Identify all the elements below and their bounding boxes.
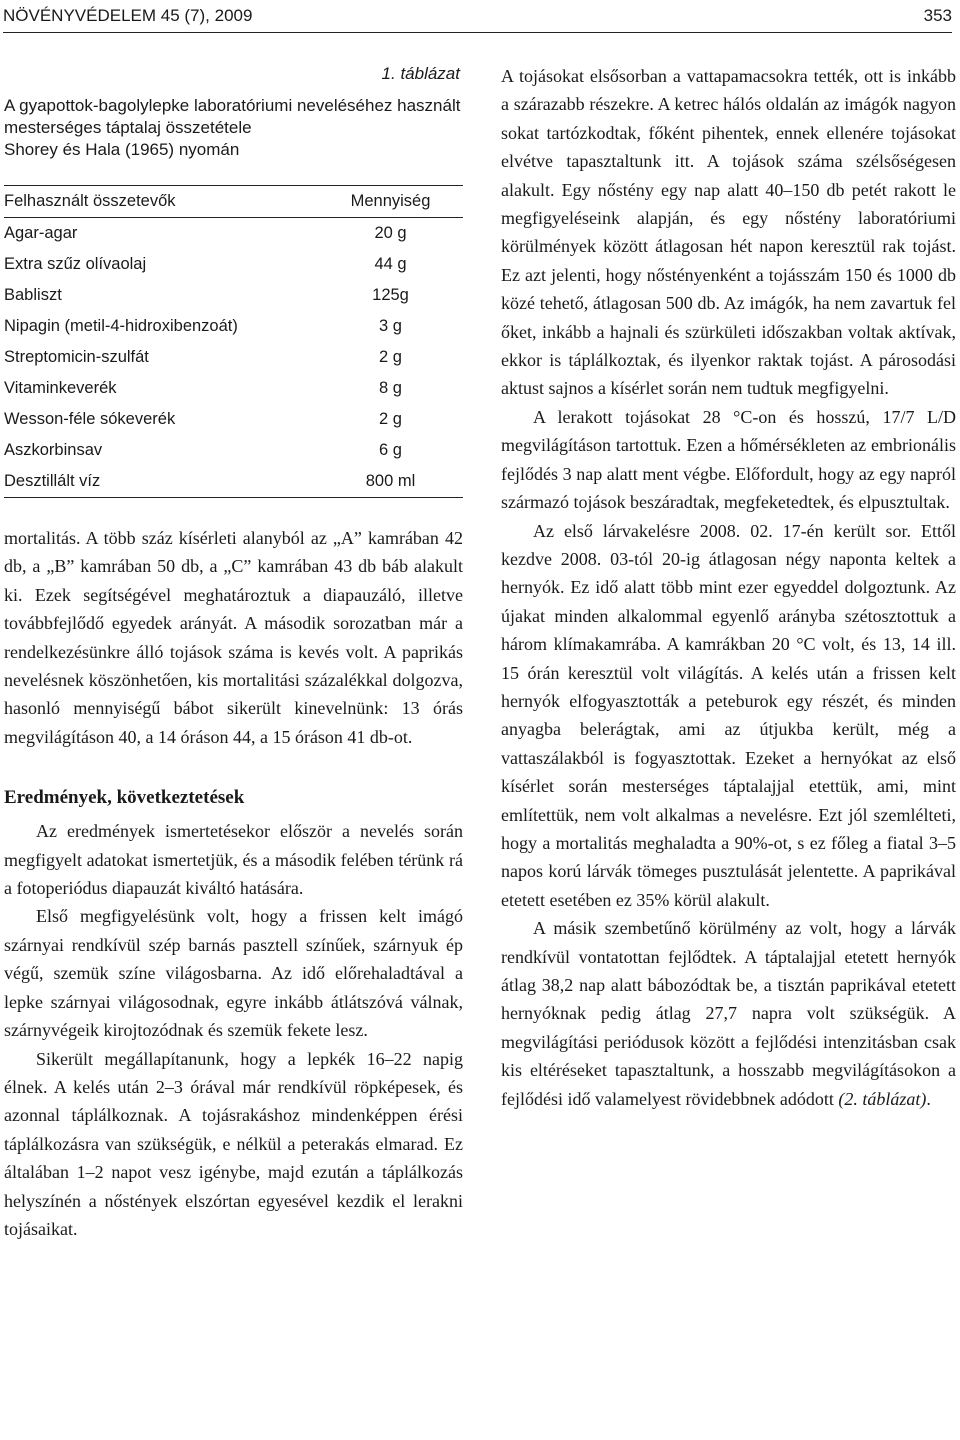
ingredient-cell: Extra szűz olívaolaj	[4, 255, 147, 273]
table-header-row	[4, 186, 463, 218]
amount-cell: 800 ml	[365, 472, 416, 490]
table-row	[4, 342, 463, 373]
paragraph-egg-laying: A tojásokat elsősorban a vattapamacsokra tették, ott is inkább a szárazabb részekre. A ketrec hálós oldalán az imágók nagyon sokat tartózkodtak, főként pihentek, ennek ellenére tojásokat elvétve tapasztaltunk itt. A tojások száma szélsőségesen alakult. Egy nőstény egy nap alatt 40–150 db petét rakott le megfigyeléseink alapján, és egy nőstény laboratóriumi körülmények között átlagosan hét napon keresztül rak tojást. Ez azt jelenti, hogy nőstényenként a tojásszám 150 és 1000 db közé tehető, átlagosan 500 db. Az imágók, ha nem zavartuk fel őket, inkább a hajnali és szürkületi időszakban voltak aktívak, ekkor is táplálkoztak, és ilyenkor raktak tojást. A párosodási aktust sajnos a kísérlet során nem tudtuk megfigyelni.	[501, 66, 956, 399]
table-title: A gyapottok-bagolylepke laboratóriumi neveléséhez használt mesterséges táptalaj összetétele	[4, 96, 461, 137]
table-row	[4, 466, 463, 498]
amount-cell: 44 g	[374, 255, 407, 273]
table-row	[4, 435, 463, 466]
ingredient-cell: Babliszt	[4, 286, 62, 304]
amount-cell: 3 g	[379, 317, 402, 335]
paragraph-incubation: A lerakott tojásokat 28 °C-on és hosszú, 17/7 L/D megvilágításon tartottuk. Ezen a hőmérsékleten az embrionális fejlődés 3 nap alatt ment végbe. Előfordult, hogy az egy napról származó tojások beszáradtak, megfeketedtek, és elpusztultak.	[501, 406, 956, 513]
table-caption	[4, 95, 463, 161]
ingredient-cell: Aszkorbinsav	[4, 441, 103, 459]
paragraph-lifespan: Sikerült megállapítanunk, hogy a lepkék 16–22 napig élnek. A kelés után 2–3 órával már rendkívül röpképesek, és azonnal táplálkoznak. A tojásrakáshoz mindenképpen érési táplálkozásra van szükségük, e nélkül a peterakás elmarad. Ez általában 1–2 napot vesz igénybe, majd ezután a táplálkozás helyszínén a nőstények elszórtan egyesével kezdik el lerakni tojásaikat.	[4, 1048, 463, 1239]
ingredient-cell: Desztillált víz	[4, 472, 101, 490]
table-row	[4, 404, 463, 435]
right-column	[501, 62, 956, 1113]
table-subtitle: Shorey és Hala (1965) nyomán	[4, 140, 240, 159]
ingredient-cell: Nipagin (metil-4-hidroxibenzoát)	[4, 317, 238, 335]
composition-table	[4, 185, 463, 498]
running-header	[3, 6, 952, 33]
section-heading: Eredmények, következtetések	[4, 787, 245, 809]
page-number: 353	[923, 6, 952, 25]
amount-cell: 2 g	[379, 348, 402, 366]
amount-cell: 8 g	[379, 379, 402, 397]
left-column	[4, 62, 463, 1243]
table-label: 1. táblázat	[381, 64, 460, 83]
development-end: .	[926, 1088, 931, 1109]
amount-cell: 2 g	[379, 410, 402, 428]
development-text: A másik szembetűnő körülmény az volt, hogy a lárvák rendkívül vontatottan fejlődtek. A táptalajjal etetett hernyók átlag 38,2 nap alatt bábozódtak be, a tisztán paprikával etetett hernyóknak pedig átlag 27,7 napra volt szükségük. A megvilágítási periódusok között a fejlődési intenzitásban csak kis eltéréseket tapasztaltunk, a hosszabb megvilágításokon a fejlődési idő valamelyest rövidebbnek adódott	[501, 918, 956, 1109]
amount-cell: 20 g	[374, 224, 407, 242]
ingredient-cell: Wesson-féle sókeverék	[4, 410, 176, 428]
paragraph-mortality: mortalitás. A több száz kísérleti alanyból az „A” kamrában 42 db, a „B” kamrában 50 db, a „C” kamrában 43 db báb alakult ki. Ezek segítségével meghatároztuk a diapauzáló, illetve továbbfejlődő egyedek arányát. A második sorozatban már a rendelkezésünkre álló tojások száma is kevés volt. A paprikás nevelésnek köszönhetően, kis mortalitási százalékkal dolgozva, hasonló mennyiségű bábot sikerült kinevelnünk: 13 órás megvilágításon 40, a 14 óráson 44, a 15 óráson 41 db-ot.	[4, 528, 463, 747]
column-header-amount: Mennyiség	[350, 192, 431, 210]
ingredient-cell: Agar-agar	[4, 224, 78, 242]
amount-cell: 6 g	[379, 441, 402, 459]
table-row	[4, 249, 463, 280]
table-row	[4, 373, 463, 404]
paragraph-imago-observation: Első megfigyelésünk volt, hogy a frissen kelt imágó szárnyai rendkívül szép barnás pasztell színűek, szárnyuk ép végű, szemük színe világosbarna. Az idő előrehaladtával a lepke szárnyai világosodnak, egyre inkább átlátszóvá válnak, szárnyvégeik kirojtozódnak és szemük fekete lesz.	[4, 906, 463, 1041]
ingredient-cell: Streptomicin-szulfát	[4, 348, 149, 366]
table-row	[4, 311, 463, 342]
table-reference: (2. táblázat)	[838, 1088, 927, 1109]
paragraph-results-intro: Az eredmények ismertetésekor először a nevelés során megfigyelt adatokat ismertetjük, és a második felében térünk rá a fotoperiódus diapauzát kiváltó hatására.	[4, 821, 463, 899]
table-row	[4, 280, 463, 311]
column-header-ingredient: Felhasznált összetevők	[4, 192, 176, 210]
journal-title: NÖVÉNYVÉDELEM 45 (7), 2009	[3, 6, 253, 25]
table-row	[4, 218, 463, 250]
paragraph-larval-hatching: Az első lárvakelésre 2008. 02. 17-én került sor. Ettől kezdve 2008. 03-tól 20-ig átlagosan négy naponta keltek a hernyók. Ez idő alatt több mint ezer egyeddel dolgoztunk. Az újakat minden alkalommal egyenlő arányba szétosztottuk a három klímakamrába. A kamrákban 20 °C volt, és 13, 14 ill. 15 órán keresztül volt világítás. A kelés után a frissen kelt hernyók elfogyasztották a peteburok egy részét, és minden anyagba belerágtak, ami az útjukba került, még a vattaszálakból is fogyasztottak. Ezeket a hernyókat az első kísérlet során mesterséges táptalajjal etettük, ami, mint említettük, nem volt alkalmas a nevelésre. Ezt jól szemlélteti, hogy a mortalitás meghaladta a 90%-ot, s ez főleg a fiatal 3–5 napos korú lárvák tömeges pusztulását jelentette. A paprikával etetett esetében ez 35% körül alakult.	[501, 520, 956, 910]
amount-cell: 125g	[372, 286, 409, 304]
ingredient-cell: Vitaminkeverék	[4, 379, 117, 397]
paragraph-development	[501, 914, 956, 1113]
